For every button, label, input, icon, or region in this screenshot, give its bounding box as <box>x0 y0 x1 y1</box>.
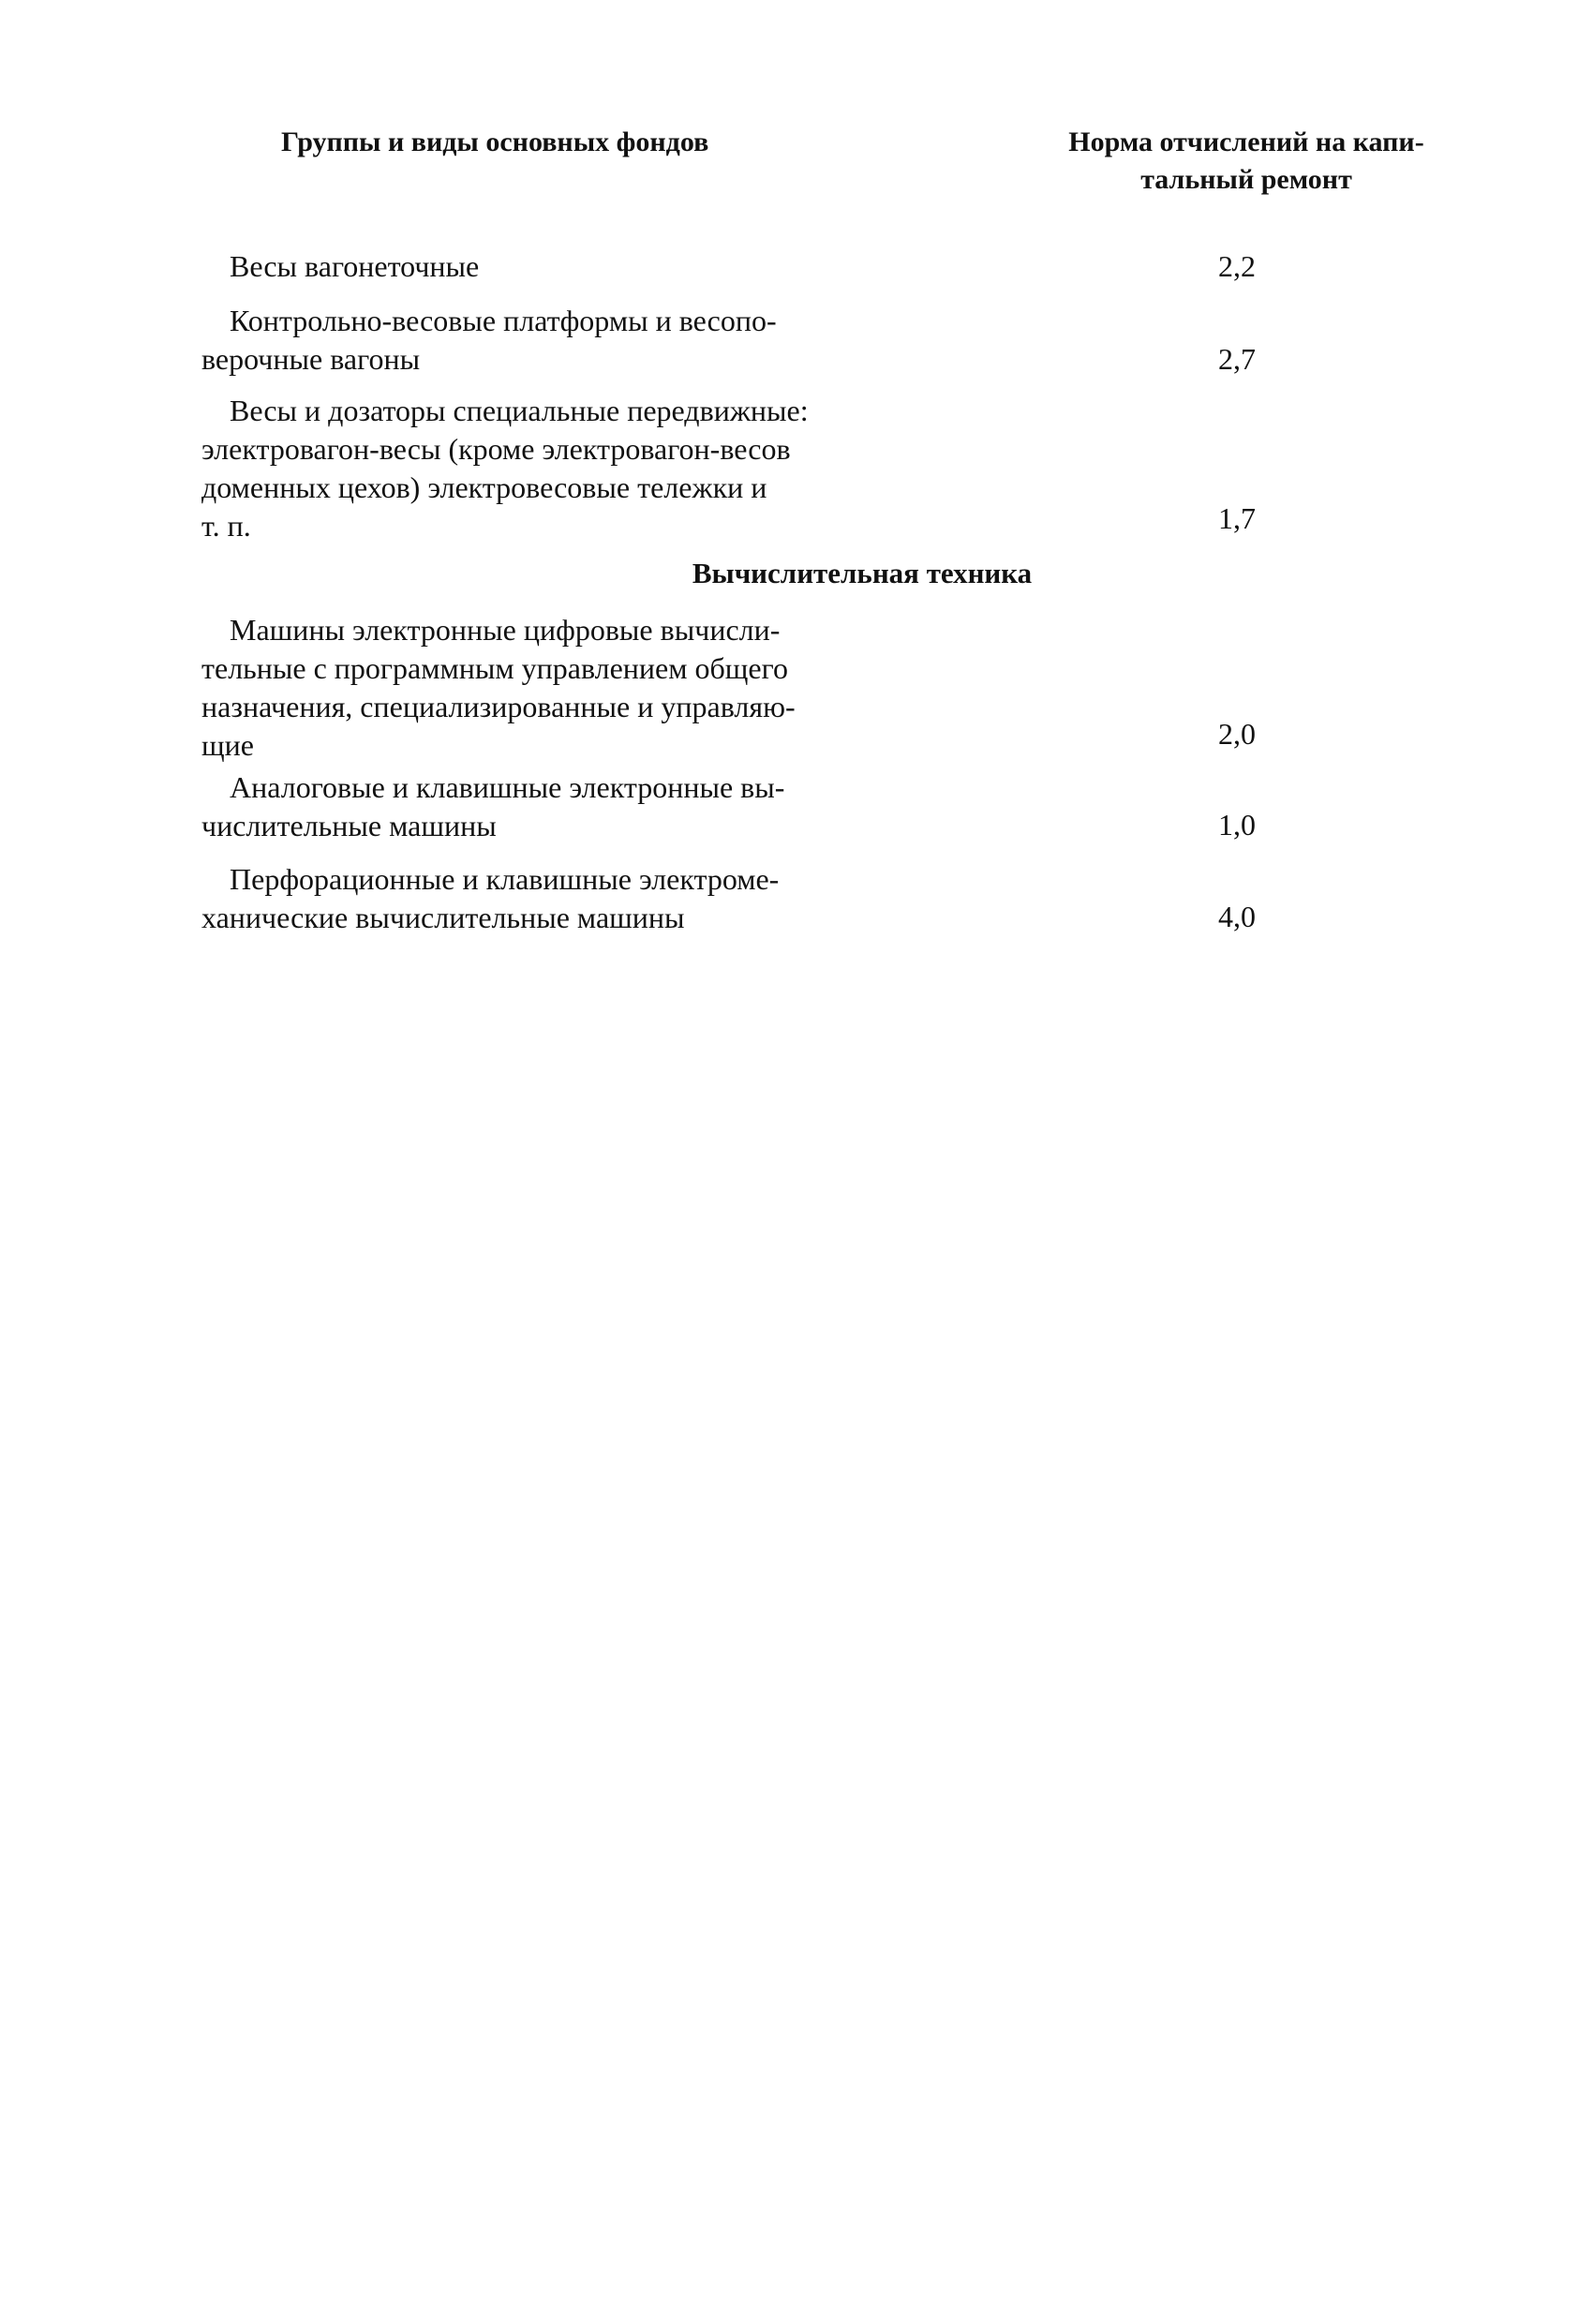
row-line: числительные машины <box>201 809 497 842</box>
row-line: ханические вычислительные машины <box>201 901 685 934</box>
row-line: Весы и дозаторы специальные передвижные: <box>230 394 809 427</box>
section-title: Вычислительная техника <box>692 557 1033 589</box>
table-row-description <box>201 860 914 937</box>
row-line: щие <box>201 728 254 762</box>
row-line: Перфорационные и клавишные электроме- <box>230 862 780 896</box>
table-row-description <box>201 302 914 379</box>
row-line: Аналоговые и клавишные электронные вы- <box>230 770 785 804</box>
table-row-value: 2,7 <box>1218 342 1256 376</box>
row-line: Весы вагонеточные <box>230 249 480 283</box>
table-row-value: 4,0 <box>1218 900 1256 933</box>
column-header-norm <box>1031 124 1462 199</box>
column-header-groups-label: Группы и виды основных фондов <box>281 127 709 157</box>
row-line: электровагон-весы (кроме электровагон-весов <box>201 432 791 466</box>
table-row-value: 1,0 <box>1218 808 1256 842</box>
row-line: тельные с программным управлением общего <box>201 651 788 685</box>
table-row-value: 2,0 <box>1218 717 1256 751</box>
row-line: верочные вагоны <box>201 342 421 376</box>
row-line: назначения, специализированные и управляю- <box>201 690 796 723</box>
row-line: т. п. <box>201 509 251 543</box>
table-row-value: 2,2 <box>1218 249 1256 283</box>
row-line: Машины электронные цифровые вычисли- <box>230 613 781 647</box>
row-line: доменных цехов) электровесовые тележки и <box>201 470 767 504</box>
table-row-description <box>201 392 914 545</box>
table-row-description <box>201 611 914 765</box>
column-header-norm-line2: тальный ремонт <box>1140 164 1352 195</box>
table-row-description <box>201 247 914 286</box>
column-header-groups <box>281 124 806 161</box>
table-row-value: 1,7 <box>1218 501 1256 535</box>
row-line: Контрольно-весовые платформы и весопо- <box>230 304 777 337</box>
table-row-description <box>201 768 914 845</box>
column-header-norm-line1: Норма отчислений на капи- <box>1068 127 1424 157</box>
